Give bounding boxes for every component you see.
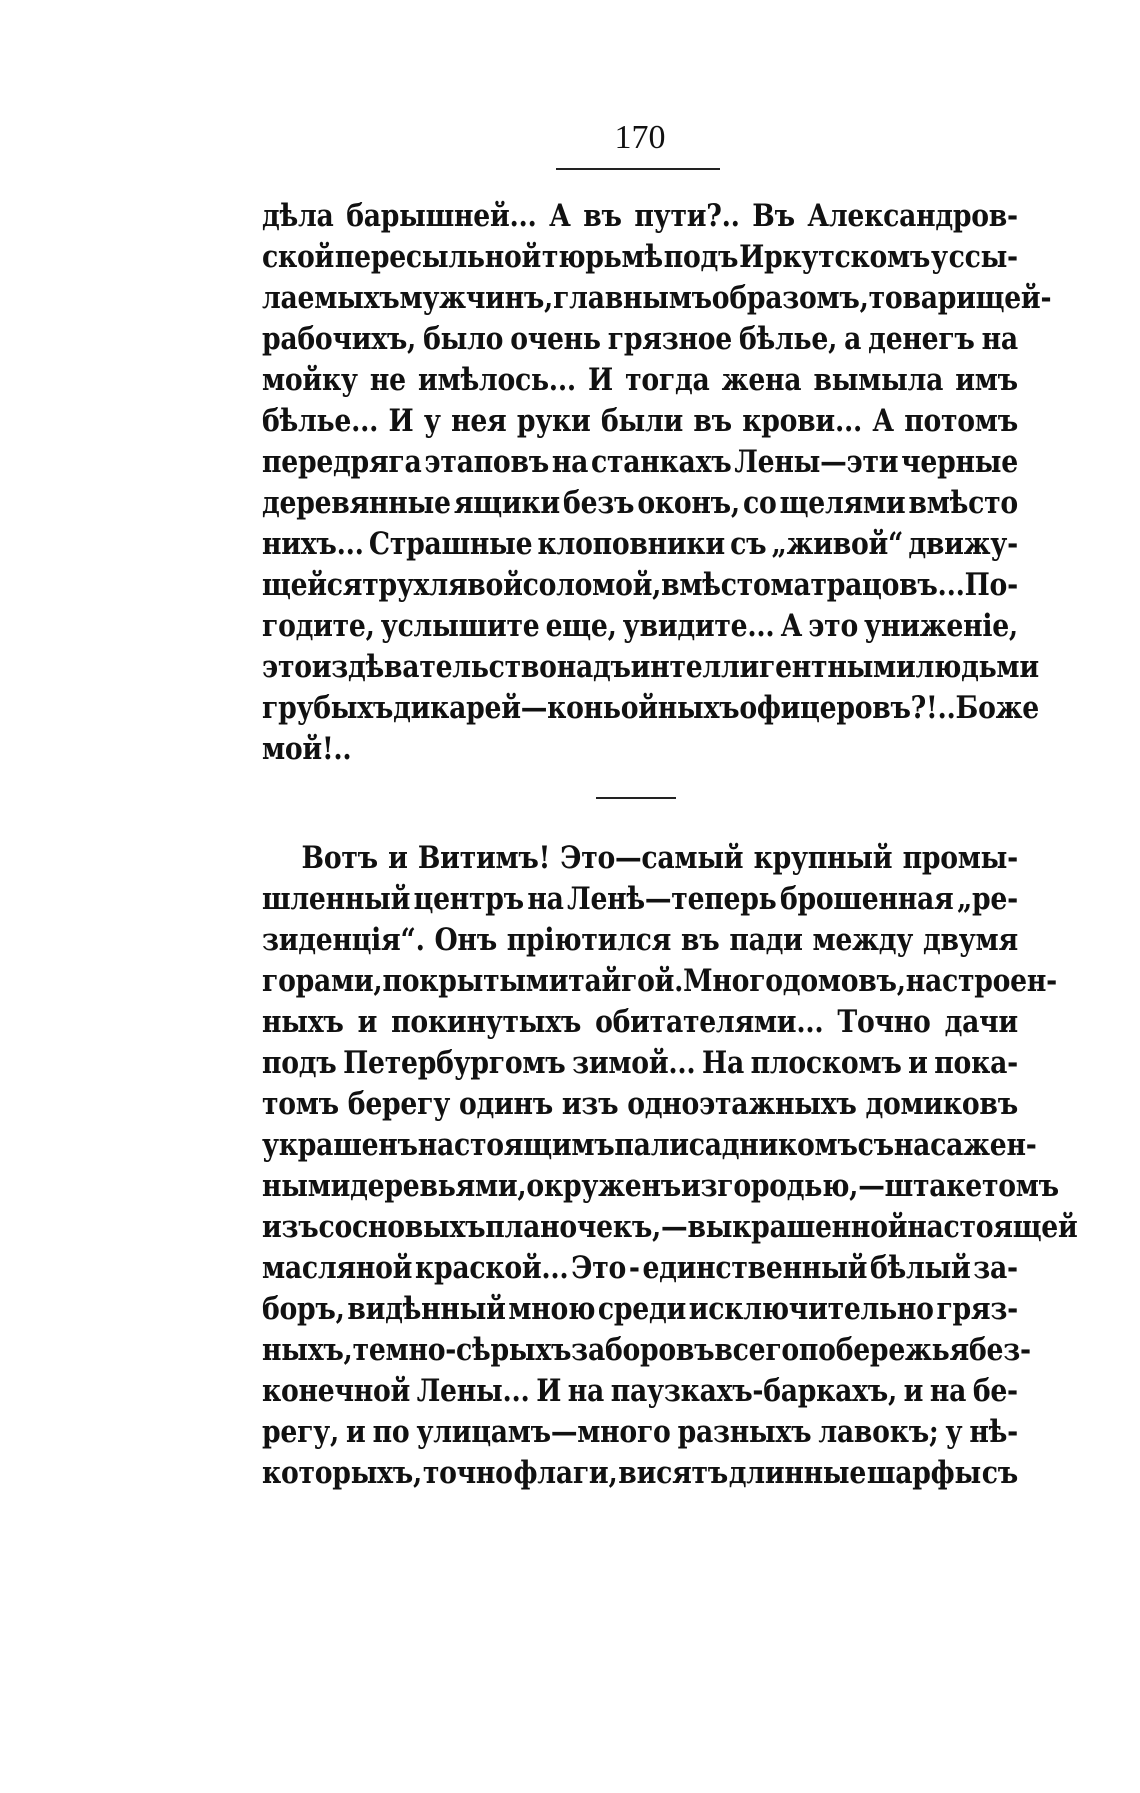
word: пути?.. [634,198,740,234]
word: разныхъ [677,1414,812,1450]
word: на [567,1373,605,1409]
word: въ [583,198,622,234]
text-line [262,1166,1059,1207]
word: длинные [728,1455,867,1491]
word: было [423,321,504,357]
text-line [262,483,1018,524]
word: оконъ, [637,485,740,521]
word: рабочихъ, [262,321,417,357]
word: станкахъ [591,444,732,480]
word: и [908,1045,928,1081]
word: на [929,1373,967,1409]
word: это [262,649,312,685]
text-line [262,1248,1018,1289]
word: флаги, [513,1455,618,1491]
word: среди [597,1291,686,1327]
word: нѣ- [969,1414,1018,1450]
word: передряга [262,444,422,480]
paragraph-2 [262,838,1078,1494]
word: увидите... [622,608,775,644]
word: очень [510,321,601,357]
word: со [743,485,777,521]
word: на [551,444,589,480]
text-line [262,838,1018,879]
word: видѣнный [347,1291,506,1327]
word: подъ [262,1045,337,1081]
text-line [262,1453,1018,1494]
word: висятъ [618,1455,728,1491]
word: людьми [915,649,1039,685]
word: клоповники [537,526,725,562]
word: украшенъ [262,1127,418,1163]
word: темно-сѣрыхъ [352,1332,572,1368]
word: двумя [922,922,1018,958]
word: безъ [563,485,635,521]
word: денегъ [868,321,975,357]
word: дикарей—коньойныхъ [393,690,740,726]
word: регу, [262,1414,340,1450]
word: побережья [798,1332,969,1368]
word: не [369,362,406,398]
word: Петербургомъ [343,1045,566,1081]
word: шленный [262,881,411,917]
word: Иркутскомъ [739,239,931,275]
word: по [372,1414,410,1450]
text-line [262,920,1018,961]
word: нея [451,403,507,439]
word: сосновыхъ [318,1209,486,1245]
word: образомъ, [711,280,869,316]
word: А [549,198,571,234]
word: лавокъ; [818,1414,939,1450]
word: Это [571,1250,627,1286]
word: Лены—эти [734,444,899,480]
word: пересыльной [334,239,542,275]
word: берегу [347,1086,451,1122]
text-line [262,1371,1018,1412]
word: ныхъ [262,1004,344,1040]
word: ящики [453,485,560,521]
text-line [262,237,1018,278]
text-line [262,879,1018,920]
word: главнымъ [553,280,712,316]
word: вымыла [813,362,944,398]
word: дачи [944,1004,1018,1040]
word: ными [262,1168,351,1204]
word: ссы- [948,239,1018,275]
word: центръ [413,881,524,917]
word: офицеровъ?!.. [739,690,956,726]
text-line [262,442,1018,483]
word: настоящей [907,1209,1078,1245]
word: А [872,403,894,439]
word: одноэтажныхъ [627,1086,857,1122]
word: мойку [262,362,358,398]
word: краской... [414,1250,569,1286]
text-line [262,688,1039,729]
word: единственный [642,1250,868,1286]
word: И [536,1373,562,1409]
word: ской [262,239,335,275]
page-number: 170 [614,119,666,156]
word: „ре- [956,881,1018,917]
word: гряз- [936,1291,1018,1327]
word: въ [680,922,720,958]
word: имъ [955,362,1018,398]
word: этаповъ [424,444,549,480]
word: товарищей- [868,280,1052,316]
word: вмѣсто [908,485,1018,521]
word: и [357,1004,378,1040]
word: на [527,881,564,917]
word: ныхъ, [262,1332,353,1368]
word: Боже [955,690,1039,726]
word: изъ [262,1209,319,1245]
word: грубыхъ [262,690,394,726]
word: Александров- [807,198,1018,234]
word: грязное [607,321,732,357]
word: были [600,403,684,439]
word: издѣвательство [311,649,557,685]
word: и [903,1373,924,1409]
word: между [812,922,914,958]
word: на [981,321,1018,357]
word: которыхъ, [262,1455,423,1491]
word: крупный [753,840,893,876]
word: Точно [837,1004,931,1040]
word: промы- [902,840,1018,876]
word: настроен- [905,963,1057,999]
word: у [930,239,948,275]
page-number-underline [556,168,720,170]
word: мною [508,1291,596,1327]
word: всего [714,1332,799,1368]
word: въ [693,403,732,439]
word: И [588,362,613,398]
word: потомъ [904,403,1018,439]
word: годите, [262,608,375,644]
word: покинутыхъ [391,1004,582,1040]
word: бе- [972,1373,1018,1409]
word: вмѣсто [661,567,771,603]
word: домовъ, [782,963,906,999]
word: руки [516,403,591,439]
word: Витимъ! [417,840,551,876]
word: Вотъ [301,840,378,876]
word: плоскомъ [750,1045,902,1081]
word: настоящимъ [417,1127,615,1163]
word: горами, [262,963,383,999]
word: заборовъ [571,1332,715,1368]
word: томъ [262,1086,339,1122]
word: лаемыхъ [262,280,400,316]
word: И [388,403,414,439]
word: тогда [625,362,710,398]
word: деревьями, [350,1168,527,1204]
word: Лены... [416,1373,530,1409]
word: Это—самый [560,840,744,876]
word: На [702,1045,744,1081]
word: черные [901,444,1018,480]
text-line [262,647,1039,688]
text-line [262,196,1018,237]
word: По- [964,567,1018,603]
word: дѣла [262,198,334,234]
word: щейся [262,567,363,603]
word: движу- [908,526,1018,562]
word: у [423,403,441,439]
text-line [262,729,1018,770]
word: паузкахъ-баркахъ, [610,1373,898,1409]
text-line [262,961,1057,1002]
text-line [262,606,1018,647]
text-line [262,1002,1018,1043]
word: мужчинъ, [399,280,554,316]
word: Въ [752,198,795,234]
paragraph-1 [262,196,1052,770]
word: исключительно [688,1291,934,1327]
word: Ленѣ—теперь [567,881,777,917]
word: Много [683,963,783,999]
word: боръ, [262,1291,345,1327]
text-line [262,1084,1018,1125]
text-line [262,524,1018,565]
word: щелями [779,485,906,521]
word: еще, [545,608,617,644]
text-line [262,360,1018,401]
word: шарфы [866,1455,981,1491]
word: подъ [663,239,739,275]
word: мой!.. [262,731,352,767]
word: униженіе, [864,608,1018,644]
word: съ [857,1127,894,1163]
text-line [262,1412,1018,1453]
word: деревянные [262,485,451,521]
word: пріютился [506,922,672,958]
word: бѣлье... [262,403,379,439]
word: имѣлось... [418,362,576,398]
word: „живой“ [771,526,904,562]
word: домиковъ [865,1086,1018,1122]
word: и [346,1414,366,1450]
text-line [262,1289,1018,1330]
word: улицамъ—много [416,1414,671,1450]
word: пока- [934,1045,1018,1081]
word: надъ [556,649,631,685]
word: точно [422,1455,513,1491]
word: пади [729,922,803,958]
text-line [262,278,1052,319]
word: жена [721,362,802,398]
word: тайгой. [568,963,684,999]
word: масляной [262,1250,413,1286]
text-line [262,1125,1037,1166]
word: планочекъ,—выкрашенной [485,1209,908,1245]
word: крови... [742,403,863,439]
text-line [262,319,1018,360]
word: нихъ... [262,526,364,562]
word: это [808,608,858,644]
word: бѣлый [869,1250,971,1286]
word: у [945,1414,963,1450]
word: изъ [561,1086,619,1122]
word: интеллигентными [630,649,916,685]
word: А [780,608,803,644]
text-line [262,1330,1031,1371]
word: изгородью,—штакетомъ [680,1168,1059,1204]
word: насажен- [893,1127,1037,1163]
word: а [844,321,862,357]
word: съ [730,526,767,562]
word: окруженъ [526,1168,681,1204]
text-line [262,401,1018,442]
word: брошенная [779,881,954,917]
text-line [262,1043,1018,1084]
word: зиденція“. [262,922,425,958]
word: барышней... [346,198,537,234]
word: услышите [380,608,540,644]
word: одинъ [458,1086,553,1122]
word: съ [981,1455,1018,1491]
word: Страшные [368,526,533,562]
word: тюрьмѣ [541,239,663,275]
word: соломой, [522,567,662,603]
word: конечной [262,1373,411,1409]
word: палисадникомъ [614,1127,858,1163]
word: покрытыми [382,963,569,999]
text-line [262,1207,1078,1248]
word: и [388,840,408,876]
text-line [262,565,1018,606]
word: матрацовъ... [770,567,965,603]
word: обитателями... [595,1004,824,1040]
word: Онъ [434,922,497,958]
word: бѣлье, [738,321,838,357]
word: за- [973,1250,1018,1286]
word: трухлявой [362,567,523,603]
word: - [628,1250,640,1286]
word: зимой... [572,1045,696,1081]
section-divider [596,797,676,799]
word: без- [968,1332,1031,1368]
